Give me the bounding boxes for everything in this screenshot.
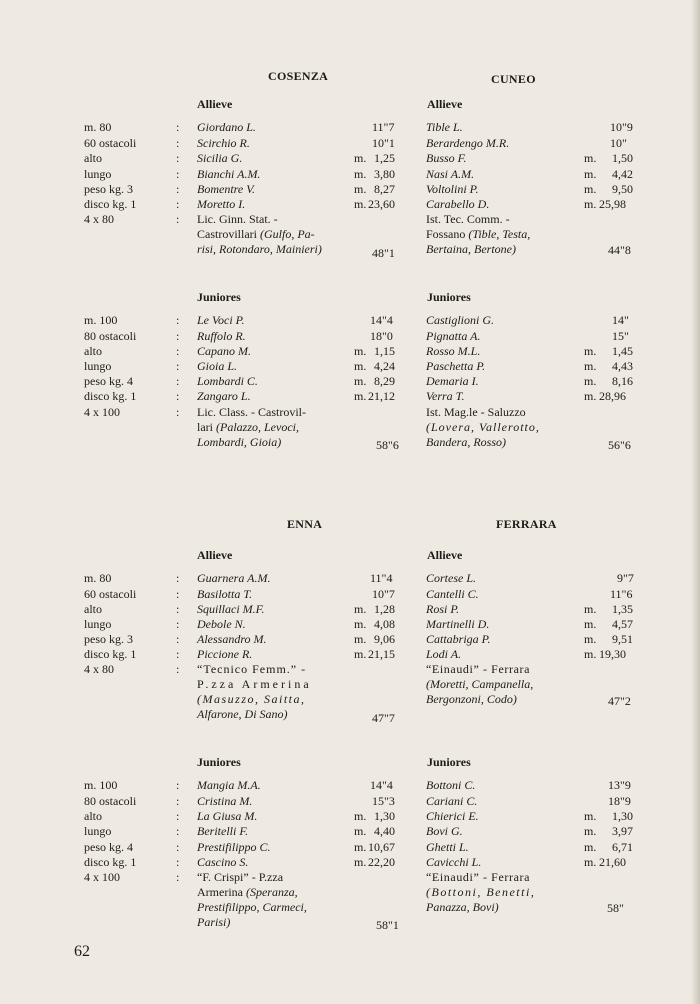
unit: m. [354,182,367,196]
result-value: 3,97 [612,824,633,838]
result-row [0,794,700,809]
separator: : [176,602,180,616]
relay-team [426,212,576,257]
unit: m. [354,809,367,823]
result-value: 25,98 [599,197,626,211]
category-enna-allieve: Allieve [197,548,233,562]
event-label: 4 x 100 [84,405,120,419]
athlete-name: Ruffolo R. [197,329,246,343]
separator: : [176,197,180,211]
result-row [0,840,700,855]
event-label: m. 80 [84,120,112,134]
result-row [0,778,700,793]
result-row [0,587,700,602]
unit: m. [584,840,597,854]
unit: m. [584,602,597,616]
athlete-name: Capano M. [197,344,251,358]
result-value: 1,50 [612,151,633,165]
unit: m. [584,855,597,869]
relay-members: Bergonzoni, Codo) [426,692,517,706]
athlete-name: Gioia L. [197,359,238,373]
unit: m. [354,632,367,646]
relay-team [426,405,586,450]
unit: m. [354,824,367,838]
unit: m. [584,647,597,661]
separator: : [176,313,180,327]
athlete-name: Moretto I. [197,197,246,211]
result-value: 10" [610,136,627,150]
category-ferrara-juniores: Juniores [427,755,471,769]
athlete-name: Cortese L. [426,571,477,585]
category-ferrara-allieve: Allieve [427,548,463,562]
athlete-name: Carabello D. [426,197,490,211]
result-row [0,632,700,647]
result-row [0,136,700,151]
relay-team [197,405,357,450]
result-value: 15" [612,329,629,343]
athlete-name: La Giusa M. [197,809,258,823]
relay-team [426,870,586,915]
result-row [0,197,700,212]
athlete-name: Demaria I. [426,374,479,388]
separator: : [176,870,180,884]
unit: m. [354,167,367,181]
separator: : [176,632,180,646]
result-value: 1,30 [374,809,395,823]
result-value: 10"7 [372,587,395,601]
relay-team [197,870,357,930]
athlete-name: Alessandro M. [197,632,267,646]
result-value: 10,67 [368,840,395,854]
relay-members: Parisi) [197,915,231,929]
relay-time: 47"7 [372,711,395,725]
event-label: peso kg. 4 [84,374,133,388]
separator: : [176,374,180,388]
result-value: 8,27 [374,182,395,196]
event-label: 60 ostacoli [84,587,137,601]
relay-members: Alfarone, Di Sano) [197,707,288,721]
unit: m. [584,359,597,373]
result-row [0,389,700,404]
unit: m. [354,855,367,869]
relay-school: “Tecnico Femm.” - [197,662,307,676]
separator: : [176,182,180,196]
athlete-name: Bomentre V. [197,182,255,196]
athlete-name: Scirchio R. [197,136,250,150]
category-cuneo-juniores: Juniores [427,290,471,304]
result-value: 4,24 [374,359,395,373]
separator: : [176,389,180,403]
athlete-name: Ghetti L. [426,840,469,854]
relay-members: Bertaina, Bertone) [426,242,516,256]
unit: m. [584,809,597,823]
unit: m. [584,389,597,403]
event-label: lungo [84,617,112,631]
result-value: 14"4 [370,313,393,327]
relay-members: (Speranza, [245,885,298,899]
result-value: 21,60 [599,855,626,869]
category-cuneo-allieve: Allieve [427,97,463,111]
result-value: 18"9 [608,794,631,808]
result-value: 9,51 [612,632,633,646]
athlete-name: Tible L. [426,120,463,134]
unit: m. [584,182,597,196]
relay-school: “Einaudi” - Ferrara [426,662,531,676]
separator: : [176,151,180,165]
athlete-name: Busso F. [426,151,467,165]
unit: m. [354,374,367,388]
event-label: m. 80 [84,571,112,585]
event-label: disco kg. 1 [84,855,137,869]
event-label: lungo [84,167,112,181]
unit: m. [584,167,597,181]
relay-time: 47"2 [608,694,631,708]
relay-members: risi, Rotondaro, Mainieri) [197,242,322,256]
athlete-name: Rosso M.L. [426,344,481,358]
event-label: disco kg. 1 [84,647,137,661]
relay-team [426,662,586,707]
result-value: 21,15 [368,647,395,661]
result-row [0,344,700,359]
event-label: 80 ostacoli [84,794,137,808]
relay-school: Ist. Tec. Comm. - [426,212,510,226]
result-row [0,151,700,166]
result-value: 19,30 [599,647,626,661]
relay-team [197,212,347,257]
athlete-name: Squillaci M.F. [197,602,265,616]
result-value: 4,43 [612,359,633,373]
page-number: 62 [74,943,90,960]
result-row [0,809,700,824]
relay-school-members [197,885,357,900]
result-value: 21,12 [368,389,395,403]
result-value: 1,28 [374,602,395,616]
result-value: 15"3 [372,794,395,808]
event-label: 4 x 80 [84,662,114,676]
athlete-name: Castiglioni G. [426,313,495,327]
result-value: 1,15 [374,344,395,358]
province-title-enna: ENNA [287,517,323,531]
relay-members: (Lovera, Vallerotto, [426,420,540,434]
separator: : [176,855,180,869]
relay-row [0,662,700,677]
unit: m. [584,632,597,646]
relay-row [0,212,700,227]
result-value: 11"6 [610,587,633,601]
relay-school: Lic. Ginn. Stat. - [197,212,278,226]
result-value: 11"7 [372,120,395,134]
category-cosenza-juniores: Juniores [197,290,241,304]
athlete-name: Cantelli C. [426,587,479,601]
separator: : [176,571,180,585]
relay-members: Lombardi, Gioia) [197,435,282,449]
result-row [0,182,700,197]
athlete-name: Pignatta A. [426,329,481,343]
relay-school: Castrovillari [197,227,260,241]
province-title-ferrara: FERRARA [496,517,557,531]
event-label: alto [84,344,102,358]
relay-members: (Moretti, Campanella, [426,677,534,691]
separator: : [176,587,180,601]
relay-members: (Gulfo, Pa- [260,227,315,241]
athlete-name: Cascino S. [197,855,249,869]
relay-members: (Bottoni, Benetti, [426,885,536,899]
unit: m. [584,617,597,631]
relay-time: 58"6 [376,438,399,452]
result-value: 8,29 [374,374,395,388]
athlete-name: Prestifilippo C. [197,840,271,854]
result-value: 10"9 [610,120,633,134]
relay-members: Bandera, Rosso) [426,435,506,449]
athlete-name: Le Voci P. [197,313,245,327]
athlete-name: Nasi A.M. [426,167,475,181]
relay-members: (Masuzzo, Saitta, [197,692,306,706]
relay-team [197,662,347,722]
athlete-name: Beritelli F. [197,824,249,838]
result-row [0,571,700,586]
event-label: alto [84,151,102,165]
athlete-name: Paschetta P. [426,359,486,373]
result-value: 4,40 [374,824,395,838]
separator: : [176,120,180,134]
athlete-name: Piccione R. [197,647,253,661]
athlete-name: Martinelli D. [426,617,490,631]
result-value: 23,60 [368,197,395,211]
separator: : [176,809,180,823]
relay-time: 48"1 [372,246,395,260]
athlete-name: Lodi A. [426,647,462,661]
relay-school: Ist. Mag.le - Saluzzo [426,405,526,419]
athlete-name: Debole N. [197,617,246,631]
separator: : [176,329,180,343]
event-label: peso kg. 3 [84,182,133,196]
result-value: 9,50 [612,182,633,196]
athlete-name: Rosi P. [426,602,460,616]
separator: : [176,136,180,150]
athlete-name: Chierici E. [426,809,479,823]
province-title-cosenza: COSENZA [268,69,329,83]
relay-school-members [197,227,347,242]
separator: : [176,359,180,373]
athlete-name: Cattabriga P. [426,632,491,646]
result-value: 18"0 [370,329,393,343]
athlete-name: Berardengo M.R. [426,136,510,150]
relay-time: 44"8 [608,243,631,257]
separator: : [176,405,180,419]
athlete-name: Bovi G. [426,824,463,838]
relay-members: (Tible, Testa, [468,227,531,241]
athlete-name: Bottoni C. [426,778,476,792]
result-value: 22,20 [368,855,395,869]
result-value: 1,45 [612,344,633,358]
unit: m. [354,840,367,854]
result-value: 10"1 [372,136,395,150]
athlete-name: Giordano L. [197,120,256,134]
event-label: 4 x 100 [84,870,120,884]
unit: m. [354,197,367,211]
result-row [0,824,700,839]
separator: : [176,662,180,676]
unit: m. [354,344,367,358]
unit: m. [354,151,367,165]
athlete-name: Sicilia G. [197,151,243,165]
athlete-name: Guarnera A.M. [197,571,271,585]
relay-members: Prestifilippo, Carmeci, [197,900,307,914]
event-label: peso kg. 4 [84,840,133,854]
result-value: 28,96 [599,389,626,403]
athlete-name: Cariani C. [426,794,478,808]
result-value: 4,57 [612,617,633,631]
result-value: 8,16 [612,374,633,388]
unit: m. [584,197,597,211]
result-value: 4,08 [374,617,395,631]
result-value: 14"4 [370,778,393,792]
result-value: 11"4 [370,571,393,585]
relay-members: Panazza, Bovi) [426,900,499,914]
separator: : [176,778,180,792]
separator: : [176,647,180,661]
event-label: disco kg. 1 [84,389,137,403]
result-value: 6,71 [612,840,633,854]
athlete-name: Voltolini P. [426,182,479,196]
result-row [0,617,700,632]
event-label: 60 ostacoli [84,136,137,150]
relay-school: “F. Crispi” - P.zza [197,870,284,884]
event-label: m. 100 [84,313,118,327]
result-row [0,855,700,870]
event-label: lungo [84,824,112,838]
event-label: disco kg. 1 [84,197,137,211]
result-row [0,329,700,344]
separator: : [176,344,180,358]
unit: m. [354,617,367,631]
result-value: 1,30 [612,809,633,823]
unit: m. [584,374,597,388]
unit: m. [584,344,597,358]
athlete-name: Bianchi A.M. [197,167,261,181]
category-cosenza-allieve: Allieve [197,97,233,111]
relay-school: Fossano [426,227,469,241]
athlete-name: Cristina M. [197,794,253,808]
result-value: 14" [612,313,629,327]
event-label: alto [84,602,102,616]
province-title-cuneo: CUNEO [491,72,536,86]
result-row [0,313,700,328]
relay-school: “Einaudi” - Ferrara [426,870,531,884]
unit: m. [354,647,367,661]
result-value: 1,25 [374,151,395,165]
result-value: 3,80 [374,167,395,181]
result-value: 9,06 [374,632,395,646]
athlete-name: Cavicchi L. [426,855,482,869]
result-value: 13"9 [608,778,631,792]
category-enna-juniores: Juniores [197,755,241,769]
result-row [0,374,700,389]
relay-school: lari [197,420,216,434]
unit: m. [584,151,597,165]
athlete-name: Lombardi C. [197,374,258,388]
athlete-name: Verra T. [426,389,465,403]
result-value: 1,35 [612,602,633,616]
athlete-name: Zangaro L. [197,389,251,403]
event-label: 80 ostacoli [84,329,137,343]
unit: m. [354,359,367,373]
event-label: peso kg. 3 [84,632,133,646]
relay-school-members [426,227,576,242]
relay-members: (Palazzo, Levoci, [216,420,299,434]
separator: : [176,212,180,226]
result-row [0,647,700,662]
result-row [0,167,700,182]
athlete-name: Basilotta T. [197,587,253,601]
relay-school: Armerina [197,885,246,899]
unit: m. [354,389,367,403]
result-row [0,359,700,374]
event-label: 4 x 80 [84,212,114,226]
relay-time: 56"6 [608,438,631,452]
separator: : [176,840,180,854]
relay-time: 58" [607,901,624,915]
relay-time: 58"1 [376,918,399,932]
result-row [0,120,700,135]
event-label: lungo [84,359,112,373]
result-value: 9"7 [617,571,634,585]
event-label: alto [84,809,102,823]
separator: : [176,167,180,181]
event-label: m. 100 [84,778,118,792]
relay-school: P.zza Armerina [197,677,312,691]
separator: : [176,617,180,631]
result-value: 4,42 [612,167,633,181]
separator: : [176,794,180,808]
relay-school: Lic. Class. - Castrovil- [197,405,306,419]
result-row [0,602,700,617]
separator: : [176,824,180,838]
athlete-name: Mangia M.A. [197,778,261,792]
unit: m. [354,602,367,616]
unit: m. [584,824,597,838]
relay-school-members [197,420,357,435]
